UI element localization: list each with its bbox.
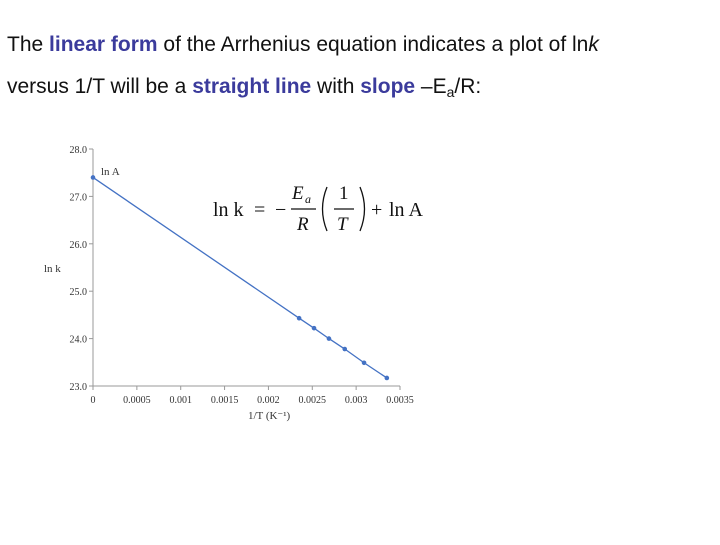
intro-text-segment: /R:	[454, 75, 482, 98]
y-tick-label: 25.0	[69, 287, 87, 299]
k-italic: k	[588, 33, 599, 56]
chart-axes	[93, 149, 400, 386]
x-tick-label: 0.0015	[210, 395, 239, 406]
x-tick-label: 0	[90, 395, 96, 406]
eq-r-denominator: R	[297, 214, 309, 235]
data-point	[297, 316, 302, 321]
eq-t-denominator: T	[337, 214, 348, 235]
eq-rhs: ln A	[389, 199, 423, 221]
intro-text-segment: The	[7, 33, 50, 56]
eq-ea-numerator: E	[292, 183, 304, 204]
x-tick-label: 0.0035	[386, 395, 414, 406]
x-ticks	[91, 386, 414, 406]
x-tick-label: 0.003	[344, 395, 368, 406]
x-tick-label: 0.002	[257, 395, 280, 406]
intro-text-segment: of the Arrhenius equation indicates a plot of ln	[157, 33, 589, 56]
y-tick-label: 23.0	[69, 382, 87, 393]
data-point	[91, 175, 96, 180]
data-point	[385, 376, 390, 381]
intro-text-segment: with	[311, 75, 361, 98]
linear-form-highlight: linear form	[49, 33, 158, 56]
eq-ea-subscript: a	[305, 192, 311, 206]
data-point	[342, 347, 347, 352]
y-tick-label: 27.0	[69, 192, 87, 204]
data-point	[362, 360, 367, 365]
subscript-a: a	[446, 84, 455, 100]
y-axis-label: ln k	[44, 263, 61, 275]
x-tick-label: 0.0025	[298, 395, 327, 406]
y-tick-label: 28.0	[69, 145, 87, 156]
arrhenius-equation	[213, 183, 423, 235]
eq-equals: =	[254, 199, 266, 221]
eq-right-paren	[360, 187, 365, 231]
eq-left-paren	[323, 187, 328, 231]
intro-text-segment: versus 1/T will be a	[7, 75, 193, 98]
intercept-label: ln A	[101, 166, 120, 178]
slope-highlight: slope	[360, 75, 416, 98]
eq-minus: −	[275, 199, 287, 221]
y-tick-label: 24.0	[69, 334, 87, 346]
x-tick-label: 0.0005	[123, 395, 151, 406]
y-ticks	[70, 145, 94, 393]
eq-lhs: ln k	[213, 199, 244, 221]
straight-line-highlight: straight line	[192, 75, 312, 98]
y-tick-label: 26.0	[69, 239, 87, 251]
eq-one-numerator: 1	[339, 183, 349, 204]
eq-plus: +	[371, 199, 383, 221]
x-tick-label: 0.001	[169, 395, 192, 406]
intro-text-segment: –E	[415, 75, 447, 98]
data-point	[327, 336, 332, 341]
data-point	[312, 326, 317, 331]
x-axis-label: 1/T (K⁻¹)	[248, 410, 291, 422]
